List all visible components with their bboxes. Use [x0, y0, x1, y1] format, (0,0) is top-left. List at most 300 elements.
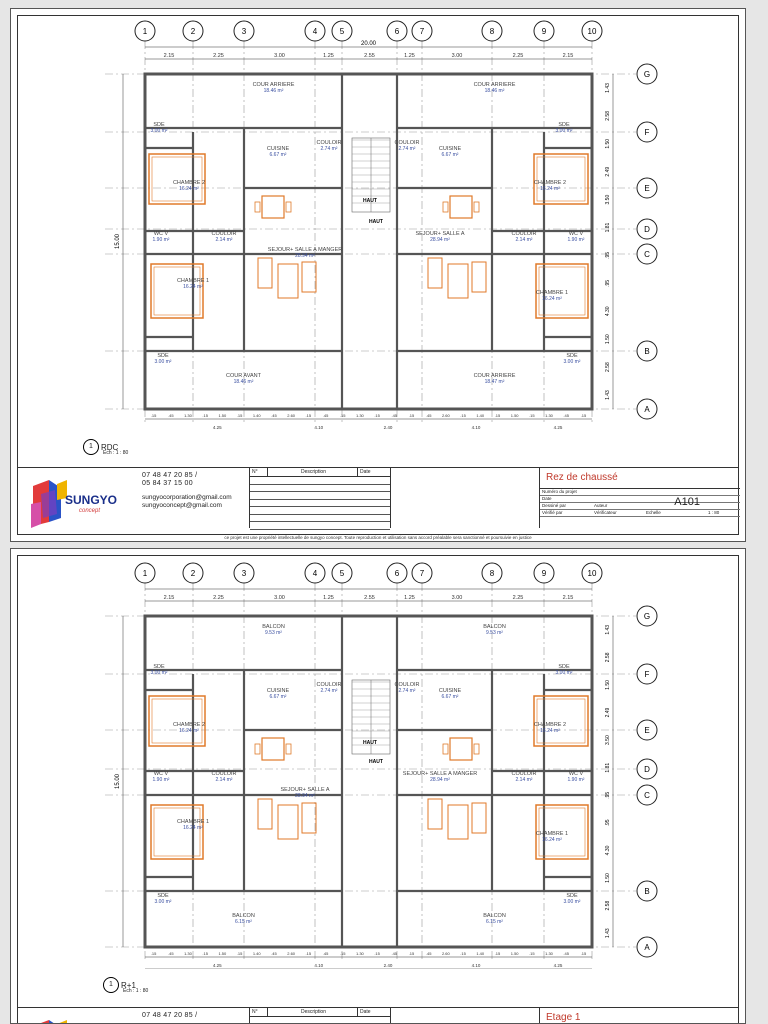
room-name: WC V	[568, 771, 584, 777]
sofa	[302, 262, 316, 292]
bottom-dimension: .45	[168, 413, 174, 418]
room-name: COUR ARRIERE	[473, 373, 516, 379]
sheet-info	[539, 1008, 740, 1024]
room-area: 9.53 m²	[265, 630, 282, 636]
room-area: 28.94 m²	[430, 777, 450, 783]
room-area: 18.46 m²	[263, 88, 284, 94]
grid-label: 1	[142, 27, 148, 36]
right-dimension: 2.58	[605, 652, 611, 663]
room-area: 16.24 m²	[540, 728, 560, 734]
phone-2: 05 84 37 15 00	[142, 480, 193, 487]
room-name: COULOIR	[511, 771, 537, 777]
room-name: CHAMBRE 2	[533, 180, 567, 186]
bed	[149, 154, 205, 204]
sungyo-logo	[27, 1014, 137, 1024]
grid-label: E	[644, 726, 650, 735]
phone-1: 07 48 47 20 85 /	[142, 1012, 198, 1019]
room-area: 18.46 m²	[233, 379, 254, 385]
bottom-dimension: 1.30	[356, 951, 364, 956]
chair	[443, 744, 448, 754]
grid-label: B	[644, 347, 650, 356]
room-area: 16.24 m²	[542, 837, 562, 843]
grid-label: 5	[339, 569, 345, 578]
view-scale: Ech : 1 : 80	[103, 450, 129, 456]
bottom-dimension: 1.50	[510, 951, 519, 956]
grid-label: A	[644, 405, 650, 414]
revision-header	[250, 1008, 390, 1017]
logo-sub: concept	[79, 508, 101, 514]
grid-label: C	[644, 250, 650, 259]
bottom-dimension: .15	[305, 413, 312, 418]
right-dimension: 1.50	[605, 138, 611, 149]
room-area: 1.90 m²	[567, 777, 585, 783]
room-name: COULOIR	[394, 682, 420, 688]
room-name: BALCON	[483, 624, 506, 630]
bottom-dimension: .45	[563, 413, 569, 418]
room-area: 1.90 m²	[152, 237, 170, 243]
room-name: COULOIR	[511, 231, 537, 237]
room-area: 2.14 m²	[215, 237, 233, 243]
bottom-dimension: 1.40	[252, 413, 261, 418]
room-area: 16.24 m²	[179, 186, 199, 192]
bottom-dimension: 2.60	[287, 413, 296, 418]
room-area: 2.14 m²	[215, 777, 233, 783]
revision-header	[250, 468, 390, 477]
contact-info	[142, 1012, 242, 1020]
right-dimension: 4.30	[605, 306, 611, 317]
top-dimension: 1.25	[404, 595, 415, 601]
right-dimension: 2.49	[605, 166, 611, 177]
right-dimension: 2.49	[605, 707, 611, 718]
top-dimension: 2.15	[562, 595, 574, 601]
room-name: CHAMBRE 1	[535, 831, 569, 837]
room-area: 3.00 m²	[154, 359, 172, 365]
drawing-sheet-r1	[10, 548, 746, 1024]
chair	[255, 744, 260, 754]
stair-direction-label: HAUT	[363, 740, 377, 746]
room-name: SEJOUR+ SALLE A	[415, 231, 465, 237]
room-area: 6.15 m²	[486, 919, 503, 925]
room-name: COULOIR	[394, 140, 420, 146]
rug	[278, 805, 298, 839]
label-scale: Echelle	[646, 510, 661, 515]
title-block	[17, 467, 739, 534]
right-dimension: 1.81	[605, 222, 611, 233]
bottom-dimension: 1.50	[218, 413, 227, 418]
room-name: SEJOUR+ SALLE A	[280, 787, 330, 793]
view-tag	[103, 977, 149, 994]
rev-col-n: N°	[250, 468, 268, 476]
right-dimension: .95	[605, 819, 611, 827]
bottom-dimension: .15	[408, 951, 415, 956]
chair	[255, 202, 260, 212]
email-1: sungyocorporation@gmail.com	[142, 494, 232, 501]
bed	[151, 805, 203, 859]
room-name: CHAMBRE 2	[172, 180, 206, 186]
top-dimension: 2.25	[213, 595, 224, 601]
room-name: SDE	[558, 122, 570, 128]
room-name: SEJOUR+ SALLE A MANGER	[402, 771, 478, 777]
grid-label: 6	[394, 27, 400, 36]
grid-label: 10	[587, 569, 597, 578]
room-name: BALCON	[232, 913, 255, 919]
room-area: 16.24 m²	[540, 186, 560, 192]
bottom-dimension: .15	[460, 951, 466, 956]
right-dimension: 1.43	[605, 624, 611, 635]
rev-col-date: Date	[360, 469, 371, 475]
sofa	[428, 258, 442, 288]
room-area: 16.24 m²	[183, 284, 203, 290]
sheet-number: A101	[674, 496, 700, 508]
room-name: CHAMBRE 1	[535, 290, 569, 296]
room-area: 28.94 m²	[430, 237, 450, 243]
room-area: 18.47 m²	[484, 379, 505, 385]
bottom-dimension: .15	[529, 951, 535, 956]
room-area: 3.00 m²	[555, 670, 573, 676]
room-area: 3.00 m²	[150, 128, 168, 134]
bottom-dimension: 1.40	[252, 951, 261, 956]
logo-word: SUNGYO	[65, 493, 118, 507]
room-name: SDE	[157, 353, 169, 359]
grid-label: D	[644, 765, 650, 774]
grid-label: 3	[241, 569, 247, 578]
room-name: COULOIR	[211, 231, 237, 237]
bottom-dimension: 2.60	[441, 951, 450, 956]
revision-table	[249, 468, 391, 528]
right-dimension: 1.50	[605, 873, 611, 883]
room-name: WC V	[153, 231, 169, 237]
room-name: SDE	[566, 893, 578, 899]
bed	[151, 264, 203, 318]
grid-label: 6	[394, 569, 400, 578]
room-area: 6.15 m²	[235, 919, 252, 925]
room-area: 3.00 m²	[563, 899, 581, 905]
grid-label: 1	[142, 569, 148, 578]
room-name: SDE	[566, 353, 578, 359]
chair	[286, 744, 291, 754]
value-checked-by: Vérificateur	[594, 510, 617, 515]
right-dimension: 1.50	[605, 680, 611, 690]
view-scale: Ech : 1 : 80	[123, 988, 149, 994]
grid-label: A	[644, 943, 650, 952]
bottom-dimension: 4.25	[212, 963, 222, 968]
bottom-dimension: .45	[322, 413, 329, 418]
room-name: COUR ARRIERE	[473, 82, 516, 88]
stair-direction-label: HAUT	[363, 198, 377, 204]
stair-direction-label: HAUT	[369, 759, 383, 765]
right-dimension: 1.43	[605, 390, 611, 400]
room-area: 3.00 m²	[150, 670, 168, 676]
sofa	[258, 799, 272, 829]
view-name: R+1	[121, 980, 136, 990]
right-dimension: .95	[605, 279, 611, 287]
right-dimension: 3.50	[605, 735, 611, 745]
bottom-dimension: .15	[236, 413, 243, 418]
rev-col-desc: Description	[268, 468, 358, 476]
grid-label: 10	[587, 27, 597, 36]
room-area: 6.67 m²	[269, 152, 287, 158]
bottom-dimension: 4.10	[471, 963, 481, 968]
bottom-dimension: 4.25	[212, 425, 222, 429]
top-dimension: 2.55	[364, 595, 375, 601]
bottom-dimension: .45	[271, 951, 277, 956]
chair	[474, 202, 479, 212]
room-area: 6.67 m²	[441, 152, 459, 158]
grid-label: F	[644, 128, 650, 137]
room-name: WC V	[153, 771, 169, 777]
bottom-dimension: .15	[236, 951, 243, 956]
top-dimension: 2.15	[163, 595, 175, 601]
room-name: BALCON	[262, 624, 285, 630]
rug	[448, 264, 468, 298]
room-name: WC V	[568, 231, 584, 237]
room-area: 3.00 m²	[563, 359, 581, 365]
room-name: SDE	[157, 893, 169, 899]
value-drawn-by: Auteur	[594, 503, 608, 508]
bottom-dimension: .15	[494, 413, 501, 418]
view-name: RDC	[101, 442, 119, 452]
bottom-dimension: .45	[168, 951, 174, 956]
top-dimension: 2.25	[213, 53, 224, 59]
bed	[534, 696, 588, 746]
contact-info	[142, 472, 242, 510]
bottom-dimension: .15	[150, 413, 157, 418]
room-name: SDE	[153, 664, 165, 670]
bottom-dimension: .15	[202, 951, 208, 956]
label-project-no: Numéro du projet	[542, 489, 577, 494]
dining-table	[450, 738, 472, 760]
bottom-dimension: .15	[150, 951, 157, 956]
chair	[286, 202, 291, 212]
room-area: 3.00 m²	[154, 899, 172, 905]
sofa	[472, 262, 486, 292]
bottom-dimension: .45	[391, 951, 398, 956]
bottom-dimension: .45	[425, 413, 432, 418]
rug	[278, 264, 298, 298]
title-block	[17, 1007, 739, 1024]
top-dimension: 3.00	[274, 595, 285, 601]
dining-table	[262, 738, 284, 760]
room-name: COULOIR	[316, 682, 342, 688]
room-name: CUISINE	[266, 146, 290, 152]
room-area: 2.14 m²	[515, 777, 533, 783]
email-2: sungyoconcept@gmail.com	[142, 502, 222, 509]
bottom-dimension: .15	[305, 951, 312, 956]
room-area: 2.74 m²	[398, 146, 416, 152]
bottom-dimension: .15	[374, 951, 380, 956]
room-area: 1.90 m²	[567, 237, 585, 243]
room-area: 1.90 m²	[152, 777, 170, 783]
bed-mattress	[152, 699, 202, 743]
bottom-dimension: 4.25	[553, 425, 563, 429]
stair-direction-label: HAUT	[369, 219, 383, 225]
bottom-dimension: .15	[580, 951, 587, 956]
top-dimension: 3.00	[451, 595, 463, 601]
top-dimension: 1.25	[323, 53, 334, 59]
room-name: CUISINE	[438, 146, 462, 152]
revision-table	[249, 1008, 391, 1024]
bottom-dimension: .45	[391, 413, 398, 418]
right-dimension: 1.50	[605, 334, 611, 345]
rev-col-date: Date	[360, 1009, 371, 1015]
room-area: 28.94 m²	[295, 253, 315, 259]
view-number: 1	[83, 439, 99, 455]
grid-label: 4	[312, 27, 318, 36]
grid-label: G	[643, 612, 651, 621]
bottom-dimension: 2.60	[287, 951, 296, 956]
bottom-dimension: .15	[529, 413, 535, 418]
rug	[448, 805, 468, 839]
sheet-title: Rez de chaussé	[540, 468, 740, 489]
sofa	[428, 799, 442, 829]
bottom-dimension: .15	[374, 413, 380, 418]
chair	[474, 744, 479, 754]
grid-label: B	[644, 887, 650, 896]
grid-label: 9	[541, 27, 547, 36]
room-name: SDE	[558, 664, 570, 670]
bottom-dimension: 1.50	[510, 413, 519, 418]
right-dimension: 3.50	[605, 194, 611, 205]
top-dimension: 1.25	[323, 595, 334, 601]
bottom-dimension: 2.60	[441, 413, 450, 418]
top-dimension: 2.15	[163, 53, 175, 59]
bottom-dimension: 4.10	[471, 425, 481, 429]
side-dimension: 15.00	[115, 773, 121, 790]
bottom-dimension: 1.30	[545, 413, 553, 418]
right-dimension: 1.43	[605, 83, 611, 93]
overall-dimension: 20.00	[360, 41, 377, 47]
bed	[534, 154, 588, 204]
right-dimension: 4.30	[605, 845, 611, 856]
copyright-note: ce projet est une propriété intellectuelle de sungyo concept. Toute reproduction et utilisation sans accord préalable sera sanctionné et poursuivie en justice	[224, 535, 532, 540]
room-area: 16.24 m²	[542, 296, 562, 302]
dining-table	[262, 196, 284, 218]
room-area: 6.67 m²	[441, 694, 459, 700]
bottom-dimension: .15	[408, 413, 415, 418]
right-dimension: .95	[605, 251, 611, 259]
room-area: 9.53 m²	[486, 630, 503, 636]
top-dimension: 2.15	[562, 53, 574, 59]
grid-label: F	[644, 670, 650, 679]
bottom-dimension: .15	[202, 413, 208, 418]
bottom-dimension: 2.40	[383, 963, 393, 968]
sungyo-logo	[27, 474, 137, 534]
sofa	[302, 803, 316, 833]
right-dimension: 2.58	[605, 111, 611, 121]
room-name: BALCON	[483, 913, 506, 919]
sheet-title: Etage 1	[540, 1008, 740, 1024]
right-dimension: 1.81	[605, 762, 611, 773]
bottom-dimension: .15	[494, 951, 501, 956]
floor-plan-r1	[11, 549, 746, 969]
bottom-dimension: .15	[339, 413, 346, 418]
grid-label: 3	[241, 27, 247, 36]
bottom-dimension: .45	[322, 951, 329, 956]
bottom-dimension: .15	[460, 413, 466, 418]
room-name: CHAMBRE 1	[176, 278, 210, 284]
top-dimension: 3.00	[274, 53, 285, 59]
grid-label: 2	[190, 27, 196, 36]
view-tag	[83, 439, 129, 456]
sofa	[472, 803, 486, 833]
grid-label: 7	[419, 569, 425, 578]
room-name: CUISINE	[438, 688, 462, 694]
label-date: Date	[542, 496, 552, 501]
bottom-dimension: 1.30	[545, 951, 553, 956]
phone-1: 07 48 47 20 85 /	[142, 472, 198, 479]
chair	[443, 202, 448, 212]
grid-label: G	[643, 70, 651, 79]
room-area: 16.24 m²	[183, 825, 203, 831]
right-dimension: 2.58	[605, 900, 611, 911]
dining-table	[450, 196, 472, 218]
bottom-dimension: 1.50	[218, 951, 227, 956]
right-dimension: 2.58	[605, 362, 611, 372]
bottom-dimension: 2.40	[383, 425, 393, 429]
top-dimension: 2.25	[512, 53, 524, 59]
bottom-dimension: 4.25	[553, 963, 563, 968]
room-name: CHAMBRE 1	[176, 819, 210, 825]
top-dimension: 2.55	[364, 53, 375, 59]
value-scale: 1 : 80	[708, 510, 720, 515]
grid-label: C	[644, 791, 650, 800]
bottom-dimension: 1.40	[476, 413, 485, 418]
room-area: 2.74 m²	[320, 688, 338, 694]
grid-label: E	[644, 184, 650, 193]
room-area: 16.24 m²	[179, 728, 199, 734]
bottom-dimension: .45	[425, 951, 432, 956]
room-name: COULOIR	[316, 140, 342, 146]
bed-mattress	[152, 157, 202, 201]
grid-label: 8	[489, 569, 495, 578]
bed	[149, 696, 205, 746]
room-name: COULOIR	[211, 771, 237, 777]
grid-label: D	[644, 225, 650, 234]
grid-label: 8	[489, 27, 495, 36]
room-name: SDE	[153, 122, 165, 128]
right-dimension: .95	[605, 791, 611, 799]
side-dimension: 15.00	[115, 233, 121, 250]
grid-label: 2	[190, 569, 196, 578]
bottom-dimension: 4.10	[314, 963, 324, 968]
view-number: 1	[103, 977, 119, 993]
rev-col-n: N°	[250, 1008, 268, 1016]
bottom-dimension: .45	[271, 413, 277, 418]
top-dimension: 1.25	[404, 53, 415, 59]
bottom-dimension: 1.30	[356, 413, 364, 418]
rev-col-desc: Description	[268, 1008, 358, 1016]
room-name: SEJOUR+ SALLE A MANGER	[267, 247, 343, 253]
bottom-dimension: .45	[563, 951, 569, 956]
right-dimension: 1.43	[605, 928, 611, 939]
sofa	[258, 258, 272, 288]
top-dimension: 2.25	[512, 595, 524, 601]
floor-plan-rdc	[11, 9, 746, 429]
sheet-info	[539, 468, 740, 528]
bottom-dimension: 4.10	[314, 425, 324, 429]
room-area: 2.74 m²	[398, 688, 416, 694]
room-area: 2.14 m²	[515, 237, 533, 243]
room-area: 18.46 m²	[484, 88, 505, 94]
grid-label: 9	[541, 569, 547, 578]
bottom-dimension: 1.40	[476, 951, 485, 956]
bottom-dimension: .15	[580, 413, 587, 418]
room-area: 2.74 m²	[320, 146, 338, 152]
room-name: CHAMBRE 2	[533, 722, 567, 728]
room-name: CHAMBRE 2	[172, 722, 206, 728]
room-name: CUISINE	[266, 688, 290, 694]
room-name: COUR ARRIERE	[252, 82, 295, 88]
